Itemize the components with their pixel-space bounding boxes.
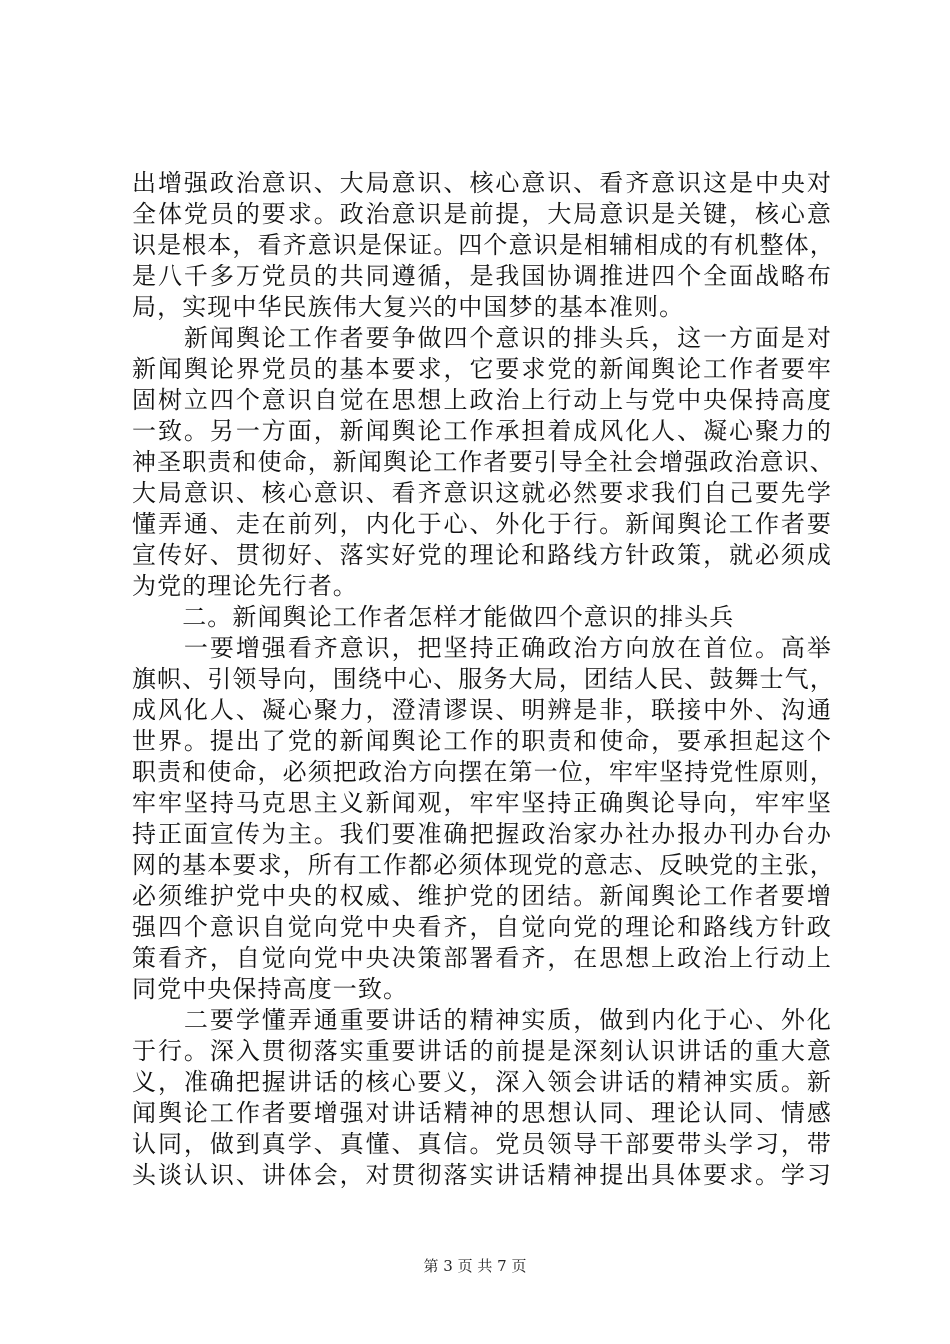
text-line: 闻舆论工作者要增强对讲话精神的思想认同、理论认同、情感 xyxy=(132,1099,832,1127)
text-line: 头谈认识、讲体会，对贯彻落实讲话精神提出具体要求。学习 xyxy=(132,1161,832,1189)
text-line: 为党的理论先行者。 xyxy=(132,572,358,600)
text-line: 局，实现中华民族伟大复兴的中国梦的基本准则。 xyxy=(132,293,685,321)
text-line: 强四个意识自觉向党中央看齐，自觉向党的理论和路线方针政 xyxy=(132,913,832,941)
text-line: 神圣职责和使命，新闻舆论工作者要引导全社会增强政治意识、 xyxy=(132,448,835,476)
text-line: 二要学懂弄通重要讲话的精神实质，做到内化于心、外化 xyxy=(132,1006,832,1034)
text-line: 世界。提出了党的新闻舆论工作的职责和使命，要承担起这个 xyxy=(132,727,832,755)
text-line: 职责和使命，必须把政治方向摆在第一位，牢牢坚持党性原则， xyxy=(132,758,835,786)
text-line: 新闻舆论工作者要争做四个意识的排头兵，这一方面是对 xyxy=(132,324,832,352)
text-line: 认同，做到真学、真懂、真信。党员领导干部要带头学习，带 xyxy=(132,1130,832,1158)
text-line: 出增强政治意识、大局意识、核心意识、看齐意识这是中央对 xyxy=(132,169,832,197)
text-line: 成风化人、凝心聚力，澄清谬误、明辨是非，联接中外、沟通 xyxy=(132,696,832,724)
text-line: 牢牢坚持马克思主义新闻观，牢牢坚持正确舆论导向，牢牢坚 xyxy=(132,789,832,817)
text-line: 义，准确把握讲话的核心要义，深入领会讲话的精神实质。新 xyxy=(132,1068,832,1096)
text-line: 固树立四个意识自觉在思想上政治上行动上与党中央保持高度 xyxy=(132,386,832,414)
text-line: 新闻舆论界党员的基本要求，它要求党的新闻舆论工作者要牢 xyxy=(132,355,832,383)
document-body xyxy=(132,168,835,1191)
text-line: 识是根本，看齐意识是保证。四个意识是相辅相成的有机整体， xyxy=(132,231,835,259)
text-line: 全体党员的要求。政治意识是前提，大局意识是关键，核心意 xyxy=(132,200,832,228)
text-line: 宣传好、贯彻好、落实好党的理论和路线方针政策，就必须成 xyxy=(132,541,832,569)
text-line: 持正面宣传为主。我们要准确把握政治家办社办报办刊办台办 xyxy=(132,820,832,848)
text-line: 大局意识、核心意识、看齐意识这就必然要求我们自己要先学 xyxy=(132,479,832,507)
text-line: 懂弄通、走在前列，内化于心、外化于行。新闻舆论工作者要 xyxy=(132,510,832,538)
text-line: 旗帜、引领导向，围绕中心、服务大局，团结人民、鼓舞士气， xyxy=(132,665,835,693)
text-line: 一致。另一方面，新闻舆论工作承担着成风化人、凝心聚力的 xyxy=(132,417,832,445)
text-line: 策看齐，自觉向党中央决策部署看齐，在思想上政治上行动上 xyxy=(132,944,832,972)
text-line: 一要增强看齐意识，把坚持正确政治方向放在首位。高举 xyxy=(132,634,832,662)
page-number-footer: 第 3 页 共 7 页 xyxy=(423,1257,527,1275)
text-line: 网的基本要求，所有工作都必须体现党的意志、反映党的主张， xyxy=(132,851,835,879)
text-line: 必须维护党中央的权威、维护党的团结。新闻舆论工作者要增 xyxy=(132,882,832,910)
text-line: 同党中央保持高度一致。 xyxy=(132,975,409,1003)
text-line: 于行。深入贯彻落实重要讲话的前提是深刻认识讲话的重大意 xyxy=(132,1037,832,1065)
text-line: 是八千多万党员的共同遵循，是我国协调推进四个全面战略布 xyxy=(132,262,832,290)
section-heading: 二。新闻舆论工作者怎样才能做四个意识的排头兵 xyxy=(132,603,735,631)
